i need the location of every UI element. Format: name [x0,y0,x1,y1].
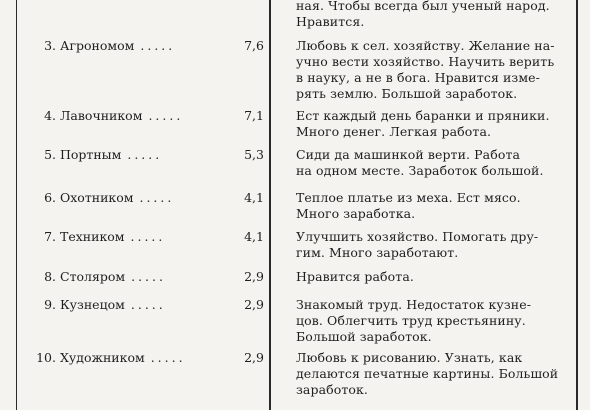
reason-cell [296,147,568,179]
reason-cell [296,350,568,398]
row-number: 8. [44,269,56,284]
percent-value: 4,1 [244,190,264,205]
leader-dots: ..... [139,190,175,205]
leader-dots: ..... [131,269,166,284]
reason-cell [296,297,568,345]
row-number: 5. [44,147,56,162]
reason-line: гим. Много заработают. [296,245,459,260]
leader-dots: ..... [130,229,166,244]
profession-cell [34,190,174,206]
row-number: 10. [36,350,56,365]
table-left-border [16,0,17,410]
reason-line: делаются печатные картины. Большой [296,366,559,381]
profession-name: Столяром [60,269,126,284]
profession-cell [34,38,175,54]
reason-line: Много денег. Легкая работа. [296,124,492,139]
profession-cell [34,147,162,163]
reason-line: Теплое платье из меха. Ест мясо. [296,190,521,205]
reason-cell [296,38,568,102]
profession-cell [34,229,165,245]
profession-name: Техником [60,229,125,244]
reason-line: Сиди да машинкой верти. Работа [296,147,521,162]
row-number: 3. [44,38,56,53]
profession-cell [34,350,186,366]
table-right-border [576,0,578,410]
reason-cell [296,269,568,285]
percent-value: 4,1 [244,229,264,244]
profession-cell [34,297,166,313]
carry-over-reason [296,0,568,30]
profession-name: Кузнецом [60,297,125,312]
reason-cell [296,190,568,222]
leader-dots: ..... [127,147,163,162]
profession-cell [34,269,166,285]
profession-name: Агрономом [60,38,135,53]
reason-line: Много заработка. [296,206,416,221]
percent-value: 7,6 [244,38,264,53]
reason-line: учно вести хозяйство. Научить верить [296,54,555,69]
percent-value: 2,9 [244,269,264,284]
leader-dots: ..... [150,350,186,365]
percent-value: 7,1 [244,108,264,123]
reason-cell [296,108,568,140]
row-number: 7. [44,229,56,244]
carry-over-line: Нравится. [296,14,365,29]
leader-dots: ..... [130,297,166,312]
row-number: 6. [44,190,56,205]
profession-cell [34,108,183,124]
reason-line: Нравится работа. [296,269,414,284]
column-divider [269,0,271,410]
reason-line: рять землю. Большой заработок. [296,86,518,101]
reason-line: Любовь к сел. хозяйству. Желание на- [296,38,555,53]
reason-line: Любовь к рисованию. Узнать, как [296,350,523,365]
profession-name: Лавочником [60,108,143,123]
row-number: 9. [44,297,56,312]
percent-value: 2,9 [244,297,264,312]
reason-line: цов. Облегчить труд крестьянину. [296,313,526,328]
profession-name: Портным [60,147,122,162]
reason-line: Большой заработок. [296,329,432,344]
percent-value: 2,9 [244,350,264,365]
reason-line: на одном месте. Заработок большой. [296,163,544,178]
leader-dots: ..... [140,38,176,53]
reason-cell [296,229,568,261]
row-number: 4. [44,108,56,123]
reason-line: Улучшить хозяйство. Помогать дру- [296,229,539,244]
carry-over-line: ная. Чтобы всегда был ученый народ. [296,0,550,13]
percent-value: 5,3 [244,147,264,162]
reason-line: Ест каждый день баранки и пряники. [296,108,550,123]
profession-name: Художником [60,350,145,365]
leader-dots: ..... [148,108,184,123]
reason-line: Знакомый труд. Недостаток кузне- [296,297,532,312]
reason-line: заработок. [296,382,369,397]
reason-line: в науку, а не в бога. Нравится изме- [296,70,540,85]
profession-name: Охотником [60,190,134,205]
